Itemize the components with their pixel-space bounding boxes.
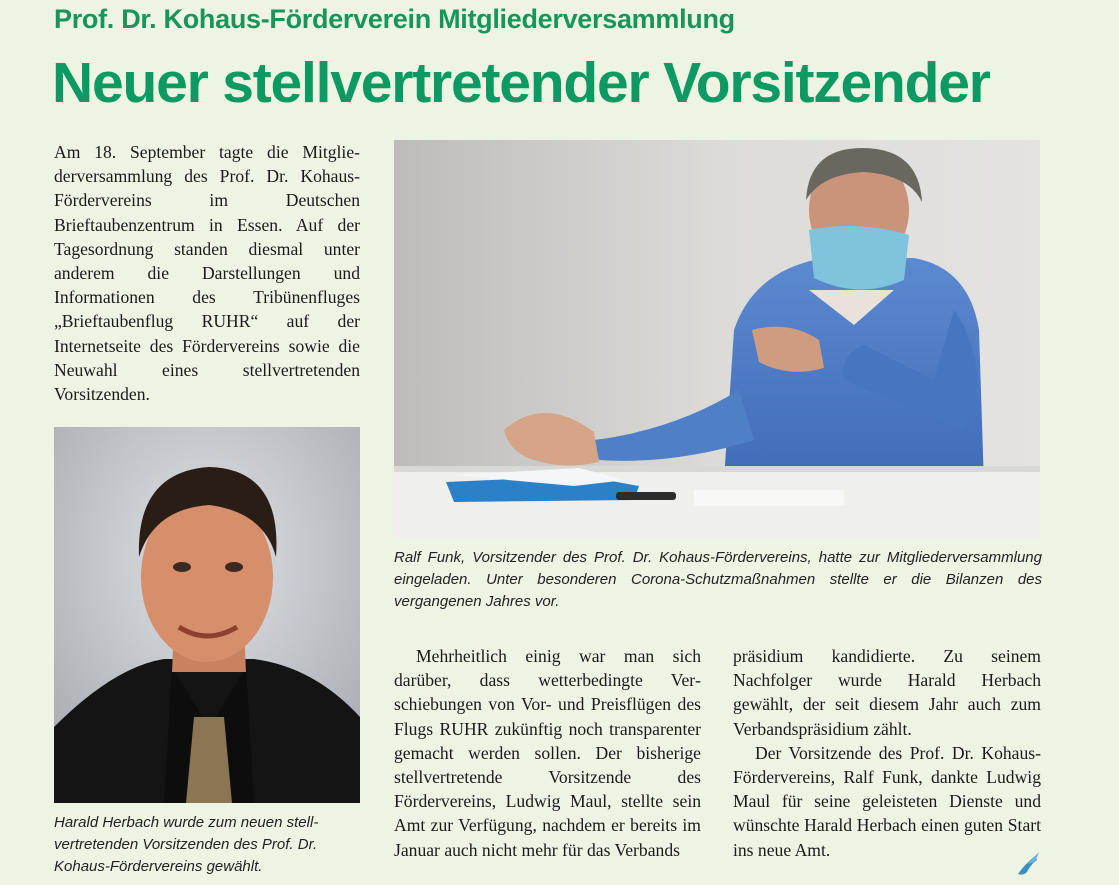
- intro-paragraph: Am 18. September tagte die Mitgliederversammlung des Prof. Dr. Kohaus-Fördervereins im Deutschen Brieftaubenzentrum in Essen. Auf der Tagesordnung standen diesmal unter anderem die Darstellungen und Informationen des Tribünenfluges „Brieftaubenflug RUHR“ auf der Internetseite des Fördervereins sowie die Neuwahl eines stellvertretenden Vorsitzenden.: [54, 142, 360, 405]
- article-headline: Neuer stellvertretender Vorsitzender: [52, 51, 990, 115]
- portrait-photo: [54, 427, 360, 803]
- portrait-caption: Harald Herbach wurde zum neuen stellvertretenden Vorsitzenden des Prof. Dr. Kohaus-Fördervereins gewählt.: [54, 814, 319, 875]
- body-paragraph: Der Vorsitzende des Prof. Dr. Kohaus-Fördervereins, Ralf Funk, dankte Ludwig Maul für seine geleisteten Dienste und wünschte Harald Herbach einen guten Start ins neue Amt.: [733, 742, 1041, 860]
- pigeon-icon: [1015, 850, 1041, 878]
- article-body-column-2: [394, 644, 701, 862]
- article-body-column-3: [733, 644, 1041, 862]
- body-paragraph: präsidium kandidierte. Zu seinem Nachfolger wurde Harald Herbach gewählt, der seit diesem Jahr auch zum Verbandspräsidium zählt.: [733, 646, 1041, 739]
- main-photo: [394, 140, 1040, 540]
- body-paragraph: Mehrheitlich einig war man sich darüber, dass wetterbedingte Verschiebungen von Vor- und Preisflügen des Flugs RUHR zukünftig noch transparenter gemacht werden sollen. Der bisherige stellvertretende Vorsitzende des Fördervereins, Ludwig Maul, stellte sein Amt zur Verfügung, nachdem er bereits im Januar auch nicht mehr für das Verbands: [394, 646, 701, 860]
- article-kicker: Prof. Dr. Kohaus-Förderverein Mitgliederversammlung: [54, 4, 735, 34]
- main-photo-caption: Ralf Funk, Vorsitzender des Prof. Dr. Kohaus-Fördervereins, hatte zur Mitgliederversammlung eingeladen. Unter besonderen Corona-Schutzmaßnahmen stellte er die Bilanzen des vergangenen Jahres vor.: [394, 549, 1042, 610]
- meeting-photo-illustration: [394, 140, 1040, 540]
- portrait-illustration: [54, 427, 360, 803]
- article-intro: [54, 140, 360, 406]
